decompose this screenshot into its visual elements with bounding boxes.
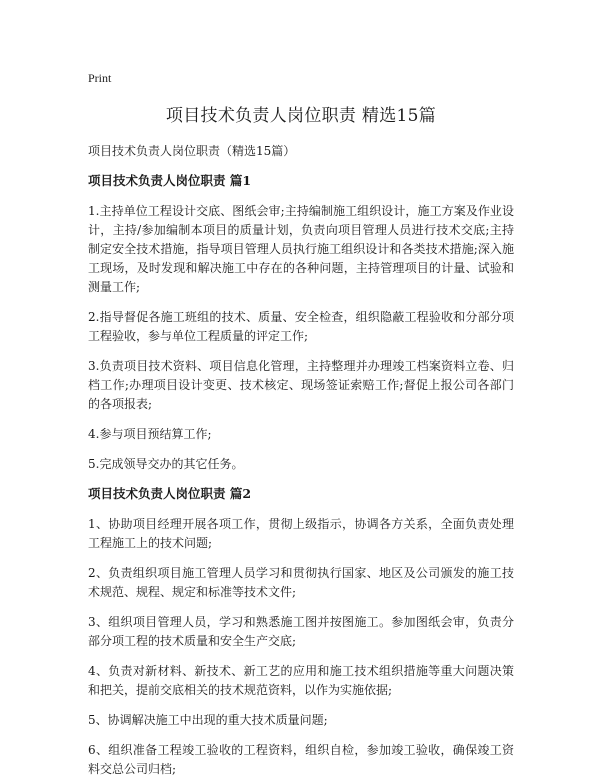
paragraph: 5.完成领导交办的其它任务。 bbox=[88, 457, 244, 471]
paragraph: 1.主持单位工程设计交底、图纸会审;主持编制施工组织设计，施工方案及作业设计，主持/参加编制本项目的质量计划，负责向项目管理人员进行技术交底;主持制定安全技术措施，指导项目管理人员执行施工组织设计和各类技术措施;深入施工现场，及时发现和解决施工中存在的各种问题，主持管理项目的计量、试验和测量工作; bbox=[88, 204, 514, 294]
paragraph: 4、负责对新材料、新技术、新工艺的应用和施工技术组织措施等重大问题决策和把关，提前交底相关的技术规范资料，以作为实施依据; bbox=[88, 664, 514, 697]
paragraph: 2.指导督促各施工班组的技术、质量、安全检查，组织隐蔽工程验收和分部分项工程验收，参与单位工程质量的评定工作; bbox=[88, 310, 514, 343]
document-title: 项目技术负责人岗位职责 精选15篇 bbox=[165, 106, 437, 126]
section-heading: 项目技术负责人岗位职责 篇1 bbox=[88, 173, 252, 188]
print-label: Print bbox=[88, 71, 112, 85]
section-heading: 项目技术负责人岗位职责 篇2 bbox=[88, 486, 252, 501]
section-1 bbox=[88, 172, 514, 474]
paragraph: 3.负责项目技术资料、项目信息化管理，主持整理并办理竣工档案资料立卷、归档工作;办理项目设计变更、技术核定、现场签证索赔工作;督促上报公司各部门的各项报表; bbox=[88, 359, 514, 411]
paragraph: 4.参与项目预结算工作; bbox=[88, 427, 212, 441]
section-2 bbox=[88, 485, 514, 779]
paragraph: 5、协调解决施工中出现的重大技术质量问题; bbox=[88, 713, 328, 727]
paragraph: 2、负责组织项目施工管理人员学习和贯彻执行国家、地区及公司颁发的施工技术规范、规程、规定和标准等技术文件; bbox=[88, 566, 514, 599]
document-subtitle: 项目技术负责人岗位职责（精选15篇） bbox=[88, 144, 296, 158]
paragraph: 3、组织项目管理人员，学习和熟悉施工图并按图施工。参加图纸会审，负责分部分项工程的技术质量和安全生产交底; bbox=[88, 615, 514, 648]
paragraph: 1、协助项目经理开展各项工作，贯彻上级指示，协调各方关系，全面负责处理工程施工上的技术问题; bbox=[88, 517, 514, 550]
paragraph: 6、组织准备工程竣工验收的工程资料，组织自检，参加竣工验收，确保竣工资料交总公司归档; bbox=[88, 743, 514, 776]
